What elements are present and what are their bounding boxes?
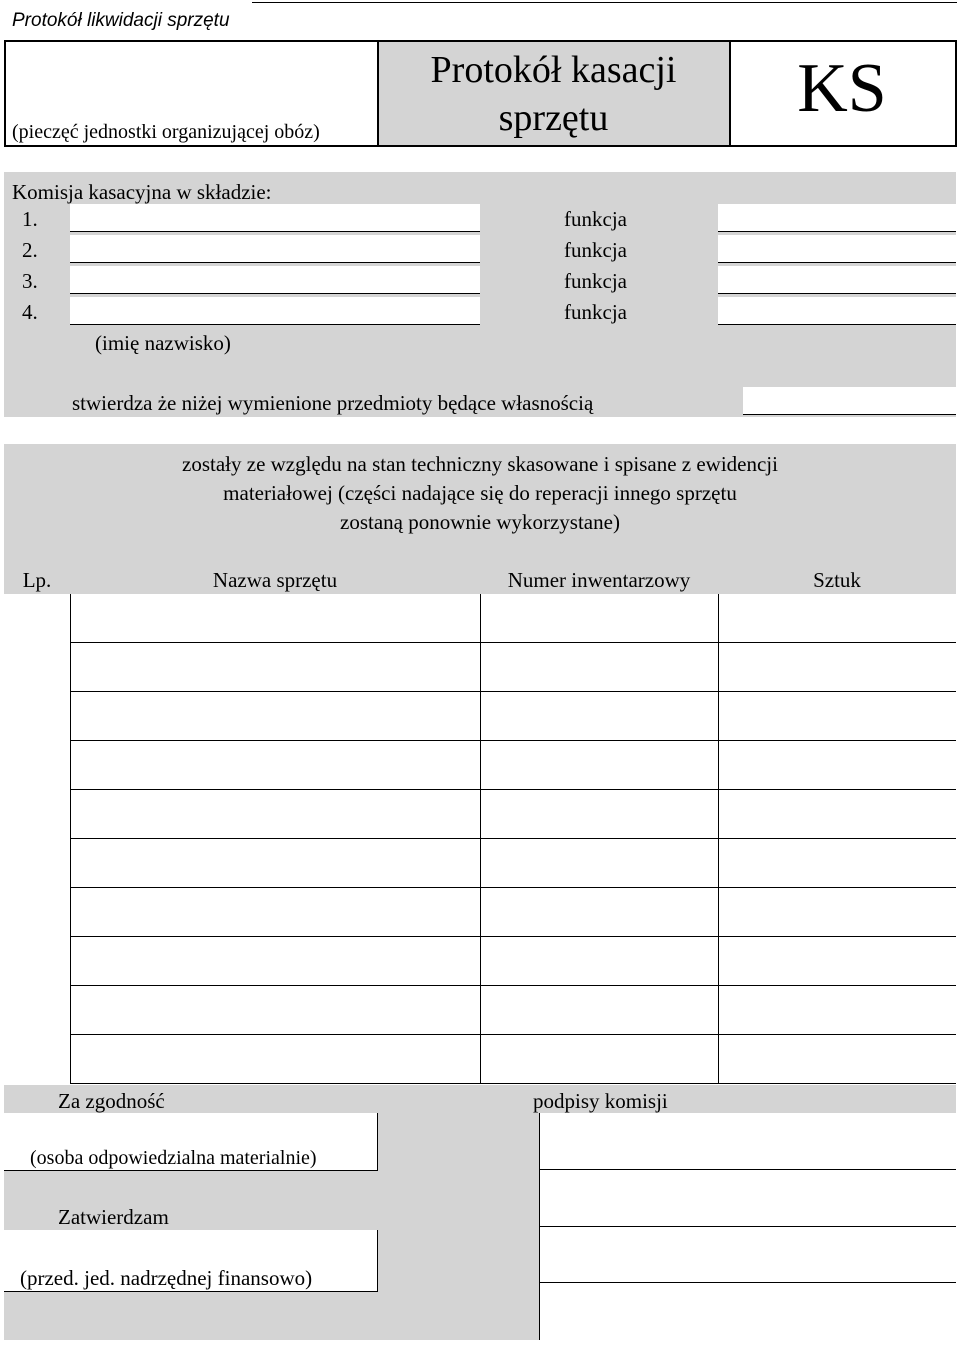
table-cell-inventory[interactable] xyxy=(480,594,718,643)
stamp-caption: (pieczęć jednostki organizującej obóz) xyxy=(12,121,320,143)
table-cell-lp[interactable] xyxy=(4,888,70,937)
member-4-number: 4. xyxy=(22,300,38,324)
table-cell-inventory[interactable] xyxy=(480,692,718,741)
table-column-line xyxy=(718,594,719,1084)
table-cell-lp[interactable] xyxy=(4,1035,70,1084)
table-cell-inventory[interactable] xyxy=(480,1035,718,1084)
document-title-text: Protokół kasacji sprzętu xyxy=(430,49,677,139)
form-code: KS xyxy=(797,50,887,127)
table-cell-quantity[interactable] xyxy=(718,839,956,888)
table-cell-name[interactable] xyxy=(70,888,480,937)
table-cell-quantity[interactable] xyxy=(718,986,956,1035)
table-cell-name[interactable] xyxy=(70,741,480,790)
superior-caption: (przed. jed. nadrzędnej finansowo) xyxy=(20,1266,313,1290)
table-cell-inventory[interactable] xyxy=(480,839,718,888)
signature-line-3 xyxy=(540,1282,956,1283)
table-cell-lp[interactable] xyxy=(4,839,70,888)
table-cell-quantity[interactable] xyxy=(718,888,956,937)
column-header-quantity: Sztuk xyxy=(813,568,861,592)
table-cell-inventory[interactable] xyxy=(480,888,718,937)
table-cell-quantity[interactable] xyxy=(718,692,956,741)
table-cell-name[interactable] xyxy=(70,986,480,1035)
table-cell-quantity[interactable] xyxy=(718,937,956,986)
approve-label: Zatwierdzam xyxy=(58,1205,169,1229)
table-cell-lp[interactable] xyxy=(4,692,70,741)
table-cell-name[interactable] xyxy=(70,937,480,986)
table-cell-inventory[interactable] xyxy=(480,790,718,839)
doc-header: Protokół likwidacji sprzętu xyxy=(12,10,230,31)
table-column-line xyxy=(70,594,71,1084)
member-1-role-label: funkcja xyxy=(564,207,627,231)
member-4-role-label: funkcja xyxy=(564,300,627,324)
table-cell-quantity[interactable] xyxy=(718,1035,956,1084)
table-cell-lp[interactable] xyxy=(4,986,70,1035)
paragraph-line-3: zostaną ponownie wykorzystane) xyxy=(340,510,620,534)
table-cell-name[interactable] xyxy=(70,643,480,692)
statement-text: stwierdza że niżej wymienione przedmioty będące własnością xyxy=(72,391,594,415)
table-cell-lp[interactable] xyxy=(4,741,70,790)
table-cell-inventory[interactable] xyxy=(480,643,718,692)
table-cell-lp[interactable] xyxy=(4,937,70,986)
table-cell-lp[interactable] xyxy=(4,594,70,643)
table-cell-name[interactable] xyxy=(70,839,480,888)
compliance-label: Za zgodność xyxy=(58,1089,165,1113)
paragraph-line-2: materiałowej (części nadające się do reperacji innego sprzętu xyxy=(223,481,737,505)
member-2-number: 2. xyxy=(22,238,38,262)
member-3-role-label: funkcja xyxy=(564,269,627,293)
member-1-number: 1. xyxy=(22,207,38,231)
table-cell-quantity[interactable] xyxy=(718,594,956,643)
table-cell-quantity[interactable] xyxy=(718,741,956,790)
table-cell-name[interactable] xyxy=(70,1035,480,1084)
member-2-role-label: funkcja xyxy=(564,238,627,262)
table-row-line xyxy=(70,1083,956,1084)
name-caption: (imię nazwisko) xyxy=(95,331,231,355)
table-cell-lp[interactable] xyxy=(4,643,70,692)
column-header-name: Nazwa sprzętu xyxy=(212,568,338,592)
signatures-left-border xyxy=(539,1113,540,1340)
table-cell-quantity[interactable] xyxy=(718,790,956,839)
column-header-inventory: Numer inwentarzowy xyxy=(507,568,691,592)
table-cell-inventory[interactable] xyxy=(480,741,718,790)
commission-heading: Komisja kasacyjna w składzie: xyxy=(12,180,272,204)
table-cell-inventory[interactable] xyxy=(480,937,718,986)
table-cell-inventory[interactable] xyxy=(480,986,718,1035)
responsible-caption: (osoba odpowiedzialna materialnie) xyxy=(30,1147,317,1169)
table-cell-name[interactable] xyxy=(70,692,480,741)
signatures-label: podpisy komisji xyxy=(533,1089,668,1113)
table-column-line xyxy=(480,594,481,1084)
signature-line-1 xyxy=(540,1169,956,1170)
table-cell-lp[interactable] xyxy=(4,790,70,839)
table-cell-quantity[interactable] xyxy=(718,643,956,692)
member-3-number: 3. xyxy=(22,269,38,293)
paragraph-line-1: zostały ze względu na stan techniczny skasowane i spisane z ewidencji xyxy=(182,452,778,476)
signature-line-2 xyxy=(540,1226,956,1227)
table-cell-name[interactable] xyxy=(70,594,480,643)
column-header-lp: Lp. xyxy=(22,568,52,592)
table-cell-name[interactable] xyxy=(70,790,480,839)
